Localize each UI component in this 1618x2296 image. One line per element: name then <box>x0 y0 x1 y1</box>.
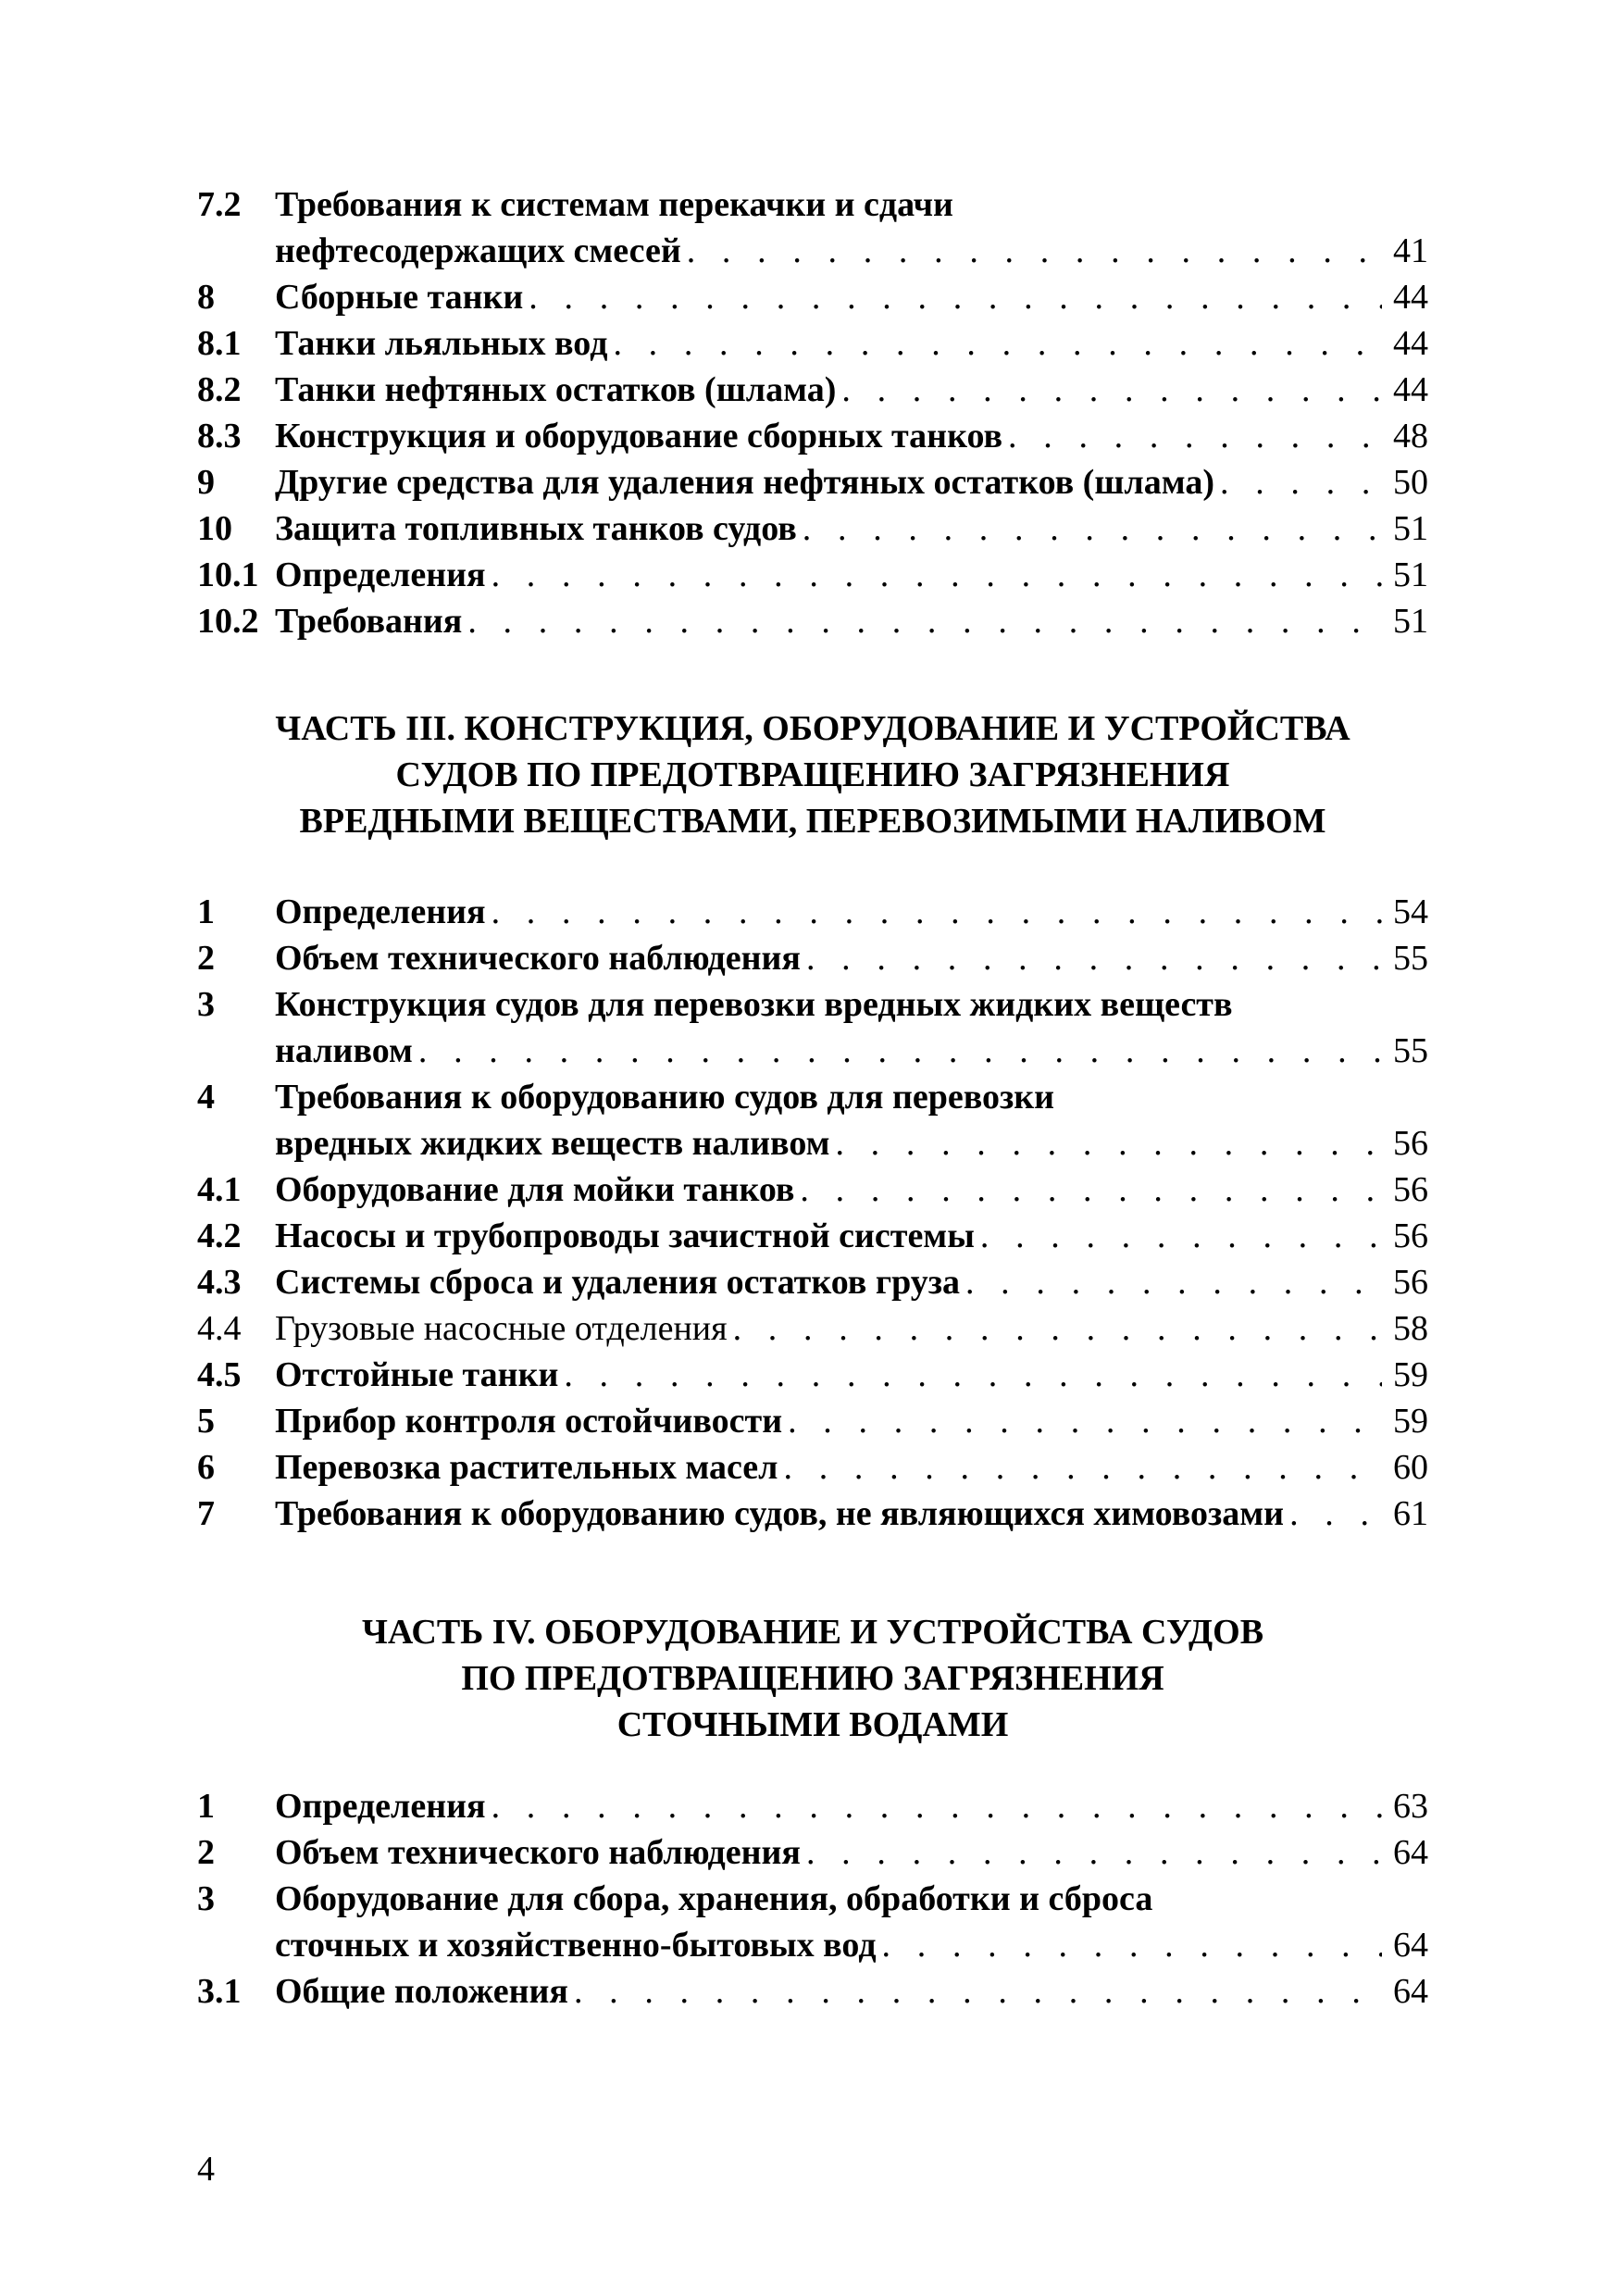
toc-entry-number: 4.3 <box>197 1263 242 1302</box>
toc-part4 <box>197 1783 1428 2015</box>
toc-entry-page: 56 <box>1393 1170 1428 1209</box>
toc-entry-page: 56 <box>1393 1124 1428 1163</box>
toc-entry[interactable] <box>197 228 1428 274</box>
toc-leader-dots <box>492 1783 1382 1829</box>
toc-leader-dots <box>1008 413 1382 459</box>
toc-entry-number: 1 <box>197 1787 215 1826</box>
toc-entry-page: 61 <box>1393 1494 1428 1533</box>
toc-entry[interactable] <box>197 1876 1428 1922</box>
toc-leader-dots <box>965 1259 1382 1305</box>
toc-leader-dots <box>1220 459 1382 505</box>
toc-entry-title: Прибор контроля остойчивости <box>275 1402 783 1441</box>
toc-entry-title: Определения <box>275 1787 486 1826</box>
toc-entry-number: 7.2 <box>197 185 242 224</box>
toc-entry-title: Оборудование для мойки танков <box>275 1170 795 1209</box>
toc-entry-title: Танки нефтяных остатков (шлама) <box>275 370 837 409</box>
toc-entry-title: Грузовые насосные отделения <box>275 1309 728 1348</box>
toc-entry[interactable] <box>197 1352 1428 1398</box>
toc-leader-dots <box>492 552 1382 598</box>
toc-entry-page: 59 <box>1393 1402 1428 1441</box>
toc-entry-page: 56 <box>1393 1217 1428 1255</box>
toc-leader-dots <box>613 320 1382 367</box>
toc-entry[interactable] <box>197 889 1428 935</box>
toc-entry-page: 51 <box>1393 602 1428 641</box>
toc-part3 <box>197 889 1428 1537</box>
toc-entry-number: 7 <box>197 1494 215 1533</box>
toc-part2-tail <box>197 181 1428 644</box>
toc-entry-title: Защита топливных танков судов <box>275 509 797 548</box>
toc-entry-number: 9 <box>197 463 215 502</box>
toc-entry[interactable] <box>197 1491 1428 1537</box>
toc-entry[interactable] <box>197 1213 1428 1259</box>
toc-entry-title: Общие положения <box>275 1972 568 2011</box>
part4-heading <box>197 1609 1428 1748</box>
toc-entry-page: 51 <box>1393 555 1428 594</box>
toc-entry-title: Насосы и трубопроводы зачистной системы <box>275 1217 975 1255</box>
toc-entry-title: Другие средства для удаления нефтяных остатков (шлама) <box>275 463 1215 502</box>
toc-entry-page: 64 <box>1393 1833 1428 1872</box>
toc-entry-title: Требования к оборудованию судов, не являющихся химовозами <box>275 1494 1285 1533</box>
toc-entry[interactable] <box>197 1167 1428 1213</box>
toc-entry-number: 4.5 <box>197 1355 242 1394</box>
toc-leader-dots <box>835 1120 1382 1167</box>
toc-entry-number: 3 <box>197 1879 215 1918</box>
toc-entry-title: Отстойные танки <box>275 1355 559 1394</box>
toc-entry-number: 4 <box>197 1078 215 1117</box>
toc-entry-page: 60 <box>1393 1448 1428 1487</box>
part4-heading-line: ЧАСТЬ IV. ОБОРУДОВАНИЕ И УСТРОЙСТВА СУДОВ <box>361 1613 1264 1652</box>
toc-leader-dots <box>687 228 1382 274</box>
toc-entry[interactable] <box>197 274 1428 320</box>
toc-entry-number: 6 <box>197 1448 215 1487</box>
toc-entry-number: 1 <box>197 892 215 931</box>
toc-entry-number: 10.1 <box>197 555 259 594</box>
toc-entry-page: 54 <box>1393 892 1428 931</box>
toc-leader-dots <box>980 1213 1382 1259</box>
toc-entry-page: 41 <box>1393 231 1428 270</box>
toc-leader-dots <box>492 889 1382 935</box>
toc-entry[interactable] <box>197 1398 1428 1444</box>
toc-entry-title: наливом <box>275 1031 413 1070</box>
toc-entry-title: Определения <box>275 555 486 594</box>
toc-leader-dots <box>564 1352 1382 1398</box>
toc-entry[interactable] <box>197 320 1428 367</box>
toc-leader-dots <box>574 1968 1382 2015</box>
toc-entry-title: Требования к системам перекачки и сдачи <box>275 185 953 224</box>
toc-entry-title: Оборудование для сбора, хранения, обработки и сброса <box>275 1879 1153 1918</box>
toc-entry[interactable] <box>197 1074 1428 1120</box>
toc-entry-number: 10 <box>197 509 232 548</box>
toc-entry-page: 55 <box>1393 1031 1428 1070</box>
toc-entry-title: Объем технического наблюдения <box>275 939 801 978</box>
toc-leader-dots <box>788 1398 1382 1444</box>
toc-entry[interactable] <box>197 367 1428 413</box>
part3-heading-line: ВРЕДНЫМИ ВЕЩЕСТВАМИ, ПЕРЕВОЗИМЫМИ НАЛИВОМ <box>299 802 1326 841</box>
toc-entry[interactable] <box>197 1028 1428 1074</box>
page-number: 4 <box>197 2150 215 2189</box>
toc-entry[interactable] <box>197 413 1428 459</box>
toc-leader-dots <box>800 1167 1382 1213</box>
toc-leader-dots <box>733 1305 1382 1352</box>
toc-entry[interactable] <box>197 181 1428 228</box>
toc-entry[interactable] <box>197 598 1428 644</box>
toc-leader-dots <box>806 1829 1382 1876</box>
toc-entry-title: Сборные танки <box>275 278 524 317</box>
toc-entry-number: 4.2 <box>197 1217 242 1255</box>
toc-entry-title: Конструкция судов для перевозки вредных жидких веществ <box>275 985 1233 1024</box>
part3-heading-line: ЧАСТЬ III. КОНСТРУКЦИЯ, ОБОРУДОВАНИЕ И УСТРОЙСТВА <box>275 709 1350 748</box>
toc-entry-number: 3.1 <box>197 1972 242 2011</box>
toc-entry-page: 48 <box>1393 417 1428 455</box>
toc-entry-title: Системы сброса и удаления остатков груза <box>275 1263 960 1302</box>
toc-entry-page: 64 <box>1393 1972 1428 2011</box>
toc-leader-dots <box>1289 1491 1382 1537</box>
toc-entry-number: 8 <box>197 278 215 317</box>
toc-entry-title: Танки льяльных вод <box>275 324 608 363</box>
toc-entry[interactable] <box>197 1305 1428 1352</box>
part4-heading-line: СТОЧНЫМИ ВОДАМИ <box>616 1705 1009 1744</box>
toc-entry-page: 64 <box>1393 1926 1428 1965</box>
toc-entry-number: 10.2 <box>197 602 259 641</box>
toc-entry-title: Определения <box>275 892 486 931</box>
toc-leader-dots <box>882 1922 1382 1968</box>
toc-entry-number: 5 <box>197 1402 215 1441</box>
toc-entry-title: Требования к оборудованию судов для перевозки <box>275 1078 1055 1117</box>
toc-leader-dots <box>806 935 1382 981</box>
toc-entry-page: 44 <box>1393 324 1428 363</box>
part3-heading-line: СУДОВ ПО ПРЕДОТВРАЩЕНИЮ ЗАГРЯЗНЕНИЯ <box>395 755 1230 794</box>
toc-entry[interactable] <box>197 1120 1428 1167</box>
toc-leader-dots <box>529 274 1382 320</box>
toc-entry[interactable] <box>197 1783 1428 1829</box>
toc-entry-number: 3 <box>197 985 215 1024</box>
toc-entry-number: 4.4 <box>197 1309 242 1348</box>
toc-entry[interactable] <box>197 981 1428 1028</box>
toc-entry[interactable] <box>197 505 1428 552</box>
toc-leader-dots <box>841 367 1382 413</box>
toc-entry-page: 44 <box>1393 370 1428 409</box>
toc-entry[interactable] <box>197 1829 1428 1876</box>
part3-heading <box>197 705 1428 844</box>
toc-entry[interactable] <box>197 1968 1428 2015</box>
toc-entry-number: 2 <box>197 939 215 978</box>
toc-entry-page: 63 <box>1393 1787 1428 1826</box>
toc-entry-page: 59 <box>1393 1355 1428 1394</box>
toc-entry[interactable] <box>197 552 1428 598</box>
toc-entry[interactable] <box>197 935 1428 981</box>
toc-entry-page: 58 <box>1393 1309 1428 1348</box>
toc-entry[interactable] <box>197 1922 1428 1968</box>
toc-entry-title: вредных жидких веществ наливом <box>275 1124 830 1163</box>
toc-entry-number: 8.2 <box>197 370 242 409</box>
toc-entry-title: Конструкция и оборудование сборных танков <box>275 417 1003 455</box>
toc-entry-number: 2 <box>197 1833 215 1872</box>
toc-entry-number: 4.1 <box>197 1170 242 1209</box>
toc-entry-title: сточных и хозяйственно-бытовых вод <box>275 1926 877 1965</box>
toc-leader-dots <box>784 1444 1383 1491</box>
toc-entry-title: Перевозка растительных масел <box>275 1448 778 1487</box>
toc-entry[interactable] <box>197 1444 1428 1491</box>
toc-leader-dots <box>803 505 1382 552</box>
part4-heading-line: ПО ПРЕДОТВРАЩЕНИЮ ЗАГРЯЗНЕНИЯ <box>461 1659 1164 1698</box>
toc-entry-page: 51 <box>1393 509 1428 548</box>
toc-entry-title: Требования <box>275 602 463 641</box>
toc-leader-dots <box>418 1028 1382 1074</box>
toc-entry-page: 50 <box>1393 463 1428 502</box>
toc-entry[interactable] <box>197 459 1428 505</box>
toc-entry-title: Объем технического наблюдения <box>275 1833 801 1872</box>
toc-leader-dots <box>467 598 1382 644</box>
toc-entry-page: 55 <box>1393 939 1428 978</box>
toc-entry-title: нефтесодержащих смесей <box>275 231 681 270</box>
toc-entry-page: 44 <box>1393 278 1428 317</box>
toc-entry[interactable] <box>197 1259 1428 1305</box>
toc-entry-number: 8.1 <box>197 324 242 363</box>
toc-entry-number: 8.3 <box>197 417 242 455</box>
toc-entry-page: 56 <box>1393 1263 1428 1302</box>
